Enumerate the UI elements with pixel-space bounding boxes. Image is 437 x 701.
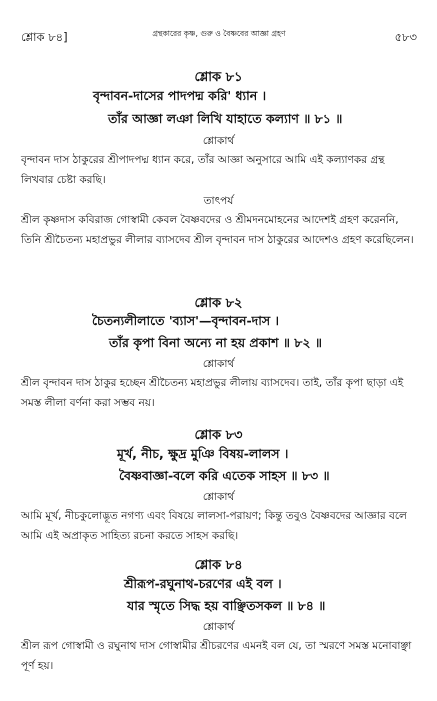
running-header	[21, 29, 417, 47]
verse-line-1: শ্রীরূপ-রঘুনাথ-চরণের এই বল ।	[124, 576, 282, 591]
verse-number: শ্লোক ৮৩	[194, 428, 243, 443]
verse-line-2: তাঁর কৃপা বিনা অন্যে না হয় প্রকাশ ॥ ৮২ ॥	[109, 335, 322, 350]
verse-number: শ্লোক ৮৪	[194, 558, 243, 573]
purport-text: শ্রীল কৃষ্ণদাস কবিরাজ গোস্বামী কেবল বৈষ্ণবদের ও শ্রীমদনমোহনের আদেশই গ্রহণ করেননি, তিনি শ্রীচৈতন্য মহাপ্রভুর লীলার ব্যাসদেব শ্রীল বৃন্দাবন দাস ঠাকুরের আদেশও গ্রহণ করেছিলেন।	[21, 214, 414, 246]
translation-label: শ্লোকার্থ	[202, 621, 235, 633]
verse-line-1: চৈতন্যলীলাতে 'ব্যাস'—বৃন্দাবন-দাস ।	[92, 313, 279, 328]
translation-label: শ্লোকার্থ	[202, 491, 235, 503]
translation-text: আমি মূর্খ, নীচকুলোদ্ভূত নগণ্য এবং বিষয়ে লালসা-পরায়ণ; কিন্তু তবুও বৈষ্ণবদের আজ্ঞার বলে আমি এই অপ্রাকৃত সাহিত্য রচনা করতে সাহস করছি।	[21, 510, 407, 542]
page-number: ৫৮৩	[394, 30, 417, 44]
translation-label: শ্লোকার্থ	[202, 135, 235, 147]
verse-line-1: মূর্খ, নীচ, ক্ষুদ্র মুঞি বিষয়-লালস ।	[117, 446, 289, 461]
verse-line-2: যার স্মৃতে সিদ্ধ হয় বাঞ্ছিতসকল ॥ ৮৪ ॥	[127, 598, 326, 613]
translation-text: শ্রীল রূপ গোস্বামী ও রঘুনাথ দাস গোস্বামীর শ্রীচরণের এমনই বল যে, তা স্মরণে সমস্ত মনোবাঞ্ছা পূর্ণ হয়।	[21, 640, 412, 672]
translation-label: শ্লোকার্থ	[202, 358, 235, 370]
header-chapter-title: গ্রন্থকারের কৃষ্ণ, গুরু ও বৈষ্ণবের আজ্ঞা গ্রহণ	[152, 29, 286, 38]
verse-line-2: বৈষ্ণবাজ্ঞা-বলে করি এতেক সাহস ॥ ৮৩ ॥	[119, 468, 330, 483]
verse-line-1: বৃন্দাবন-দাসের পাদপদ্ম করি' ধ্যান ।	[93, 88, 267, 103]
header-verse-ref: শ্লোক ৮৪]	[21, 30, 68, 44]
verse-line-2: তাঁর আজ্ঞা লঞা লিখি যাহাতে কল্যাণ ॥ ৮১ ॥	[108, 111, 343, 126]
translation-text: শ্রীল বৃন্দাবন দাস ঠাকুর হচ্ছেন শ্রীচৈতন্য মহাপ্রভুর লীলায় ব্যাসদেব। তাই, তাঁর কৃপা ছাড়া এই সমস্ত লীলা বর্ণনা করা সম্ভব নয়।	[21, 377, 404, 409]
verse-number: শ্লোক ৮২	[194, 296, 243, 311]
purport-label: তাৎপর্য	[203, 195, 234, 207]
translation-text: বৃন্দাবন দাস ঠাকুরের শ্রীপাদপদ্ম ধ্যান করে, তাঁর আজ্ঞা অনুসারে আমি এই কল্যাণকর গ্রন্থ লিখবার চেষ্টা করছি।	[21, 154, 385, 186]
verse-number: শ্লোক ৮১	[194, 70, 243, 85]
